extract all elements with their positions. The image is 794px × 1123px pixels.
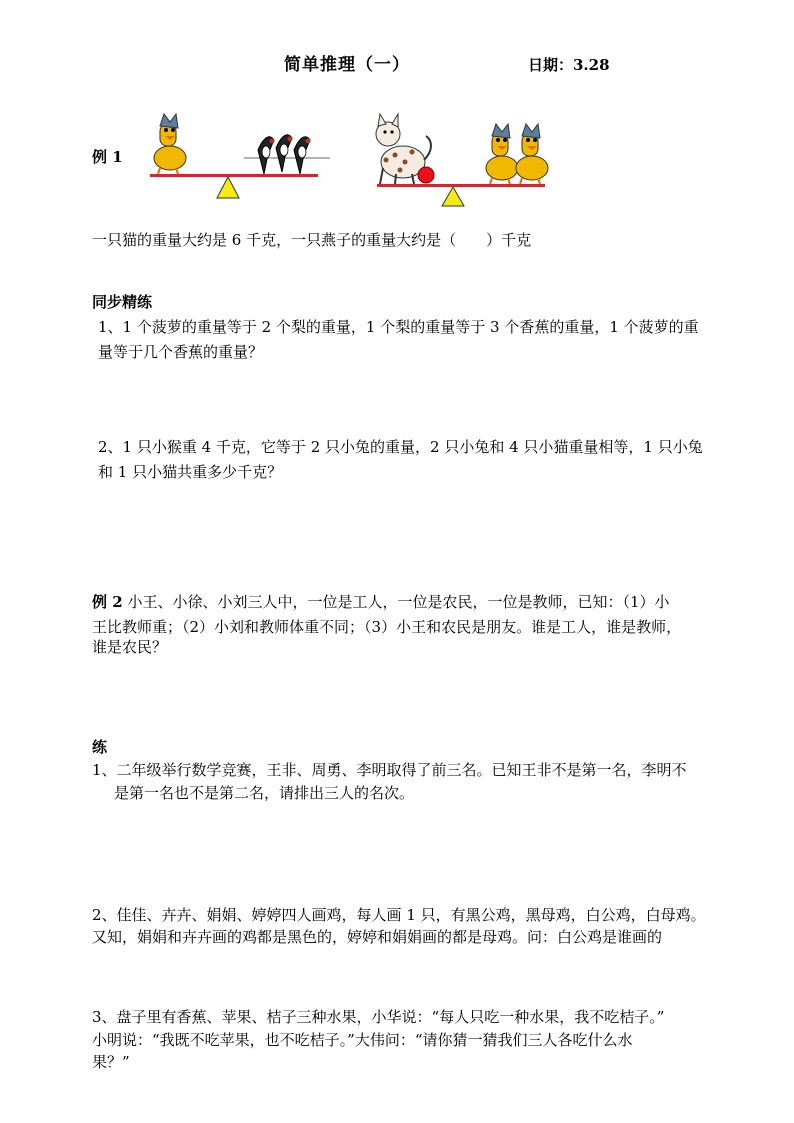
swallows-icon: [244, 135, 330, 174]
right-beam: [377, 184, 545, 187]
example-2-line-1: [92, 590, 670, 615]
practice-question-3-line-2: 小明说：“我既不吃苹果，也不吃桔子。”大伟问：“请你猜一猜我们三人各吃什么水: [92, 1031, 633, 1049]
page-title: 简单推理（一）: [284, 55, 410, 75]
practice-question-3-line-3: 果？”: [92, 1053, 130, 1071]
left-balance-scale: [150, 114, 330, 198]
example-2-line-2: 王比教师重；（2）小刘和教师体重不同；（3）小王和农民是朋友。谁是工人，谁是教师，: [92, 618, 682, 636]
duck-icon: [516, 124, 548, 184]
example-2-line-3: 谁是农民？: [92, 638, 168, 656]
sync-question-1-line-2: 量等于几个香蕉的重量？: [98, 343, 264, 361]
duck-icon: [154, 114, 186, 174]
right-fulcrum-icon: [442, 187, 464, 206]
practice-question-3-line-1: 3、盘子里有香蕉、苹果、桔子三种水果，小华说：“每人只吃一种水果，我不吃桔子。”: [92, 1008, 665, 1026]
balance-illustrations: [0, 0, 794, 240]
practice-question-2-line-2: 又知，娟娟和卉卉画的鸡都是黑色的，婷婷和娟娟画的都是母鸡。问：白公鸡是谁画的: [92, 928, 663, 946]
left-beam: [150, 174, 318, 177]
example-2-label: 例 2: [92, 593, 123, 611]
practice-question-1-line-1: 1、二年级举行数学竞赛，王非、周勇、李明取得了前三名。已知王非不是第一名，李明不: [92, 761, 687, 779]
left-fulcrum-icon: [217, 177, 239, 198]
sync-practice-heading: 同步精练: [92, 293, 153, 311]
practice-question-2-line-1: 2、佳佳、卉卉、娟娟、婷婷四人画鸡，每人画 1 只，有黑公鸡，黑母鸡，白公鸡，白母鸡。: [92, 906, 706, 924]
sync-question-2-line-2: 和 1 只小猫共重多少千克？: [98, 463, 283, 481]
sync-question-1-line-1: 1、1 个菠萝的重量等于 2 个梨的重量，1 个梨的重量等于 3 个香蕉的重量，1 个菠萝的重: [98, 318, 699, 336]
example-2-text: 小王、小徐、小刘三人中，一位是工人，一位是农民，一位是教师，已知：（1）小: [122, 593, 670, 611]
practice-heading: 练: [92, 738, 108, 756]
ball-icon: [418, 167, 434, 183]
example-1-question: 一只猫的重量大约是 6 千克，一只燕子的重量大约是（ ）千克: [92, 231, 532, 249]
practice-question-1-line-2: 是第一名也不是第二名，请排出三人的名次。: [114, 784, 415, 802]
duck-icon: [486, 124, 518, 184]
example-1-label: 例 1: [92, 148, 123, 166]
sync-question-2-line-1: 2、1 只小猴重 4 千克，它等于 2 只小兔的重量，2 只小兔和 4 只小猫重量相等，1 只小兔: [98, 438, 703, 456]
right-balance-scale: [376, 114, 548, 206]
date-label: 日期：3.28: [528, 56, 610, 74]
